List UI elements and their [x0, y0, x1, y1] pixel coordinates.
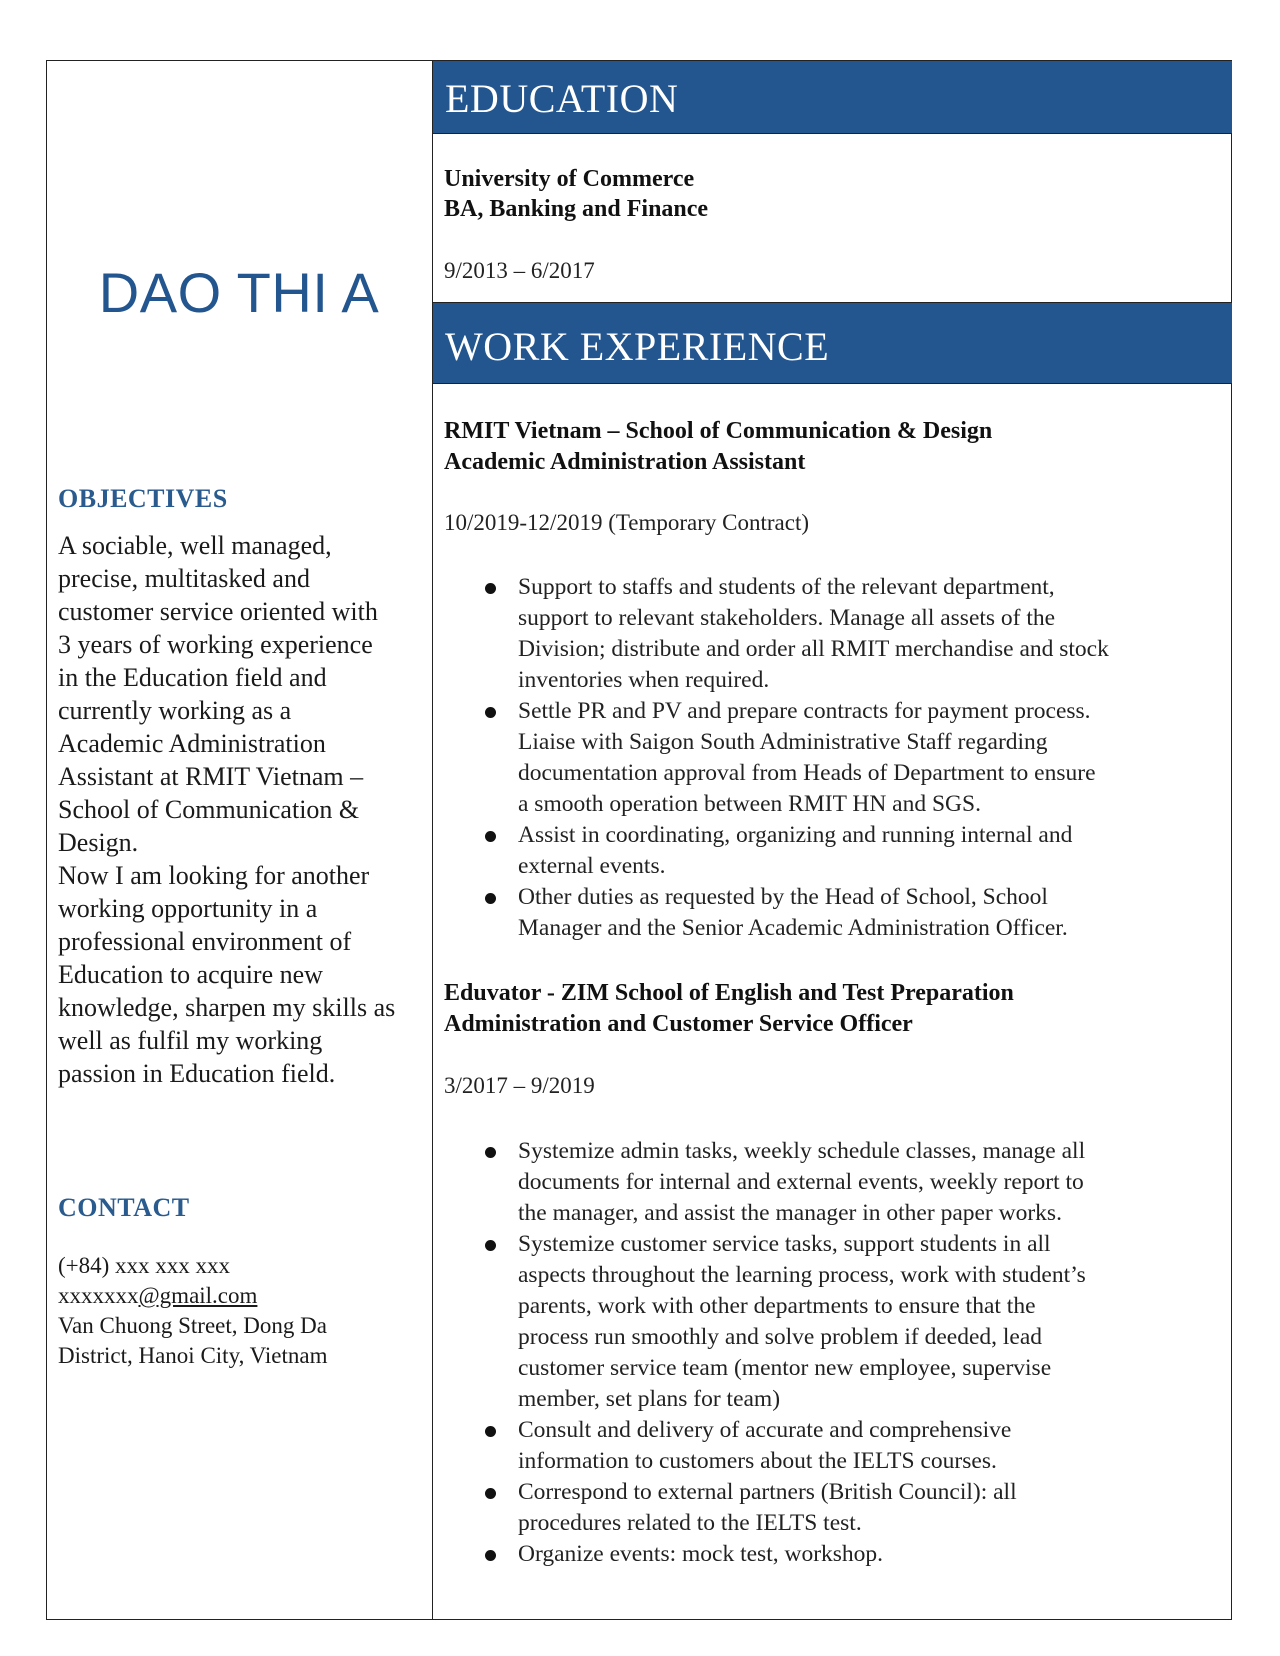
email-domain-link[interactable]: @gmail.com [138, 1283, 258, 1308]
duty-line: Other duties as requested by the Head of School, School [518, 884, 1048, 910]
column-divider [432, 60, 433, 1620]
job-duties-list [444, 1136, 1214, 1570]
bullet-icon [485, 831, 496, 842]
bullet-icon [485, 1550, 496, 1561]
duty-item [444, 820, 1214, 882]
duty-line: Systemize customer service tasks, support students in all [518, 1231, 1051, 1257]
bullet-icon [485, 707, 496, 718]
objectives-line: Education to acquire new [58, 960, 323, 989]
duty-line: process run smoothly and solve problem if deeded, lead [518, 1324, 1043, 1350]
duty-line: a smooth operation between RMIT HN and SGS. [518, 791, 981, 817]
education-school: University of Commerce [444, 166, 695, 192]
duty-line: procedures related to the IELTS test. [518, 1510, 862, 1536]
duty-line: the manager, and assist the manager in other paper works. [518, 1200, 1062, 1226]
duty-item [444, 572, 1214, 696]
objectives-heading: OBJECTIVES [58, 484, 228, 513]
bullet-icon [485, 583, 496, 594]
job-dates: 10/2019-12/2019 (Temporary Contract) [444, 510, 810, 535]
duty-item [444, 1477, 1214, 1539]
duty-item [444, 1415, 1214, 1477]
bullet-icon [485, 1240, 496, 1251]
job-dates: 3/2017 – 9/2019 [444, 1073, 595, 1098]
duty-line: support to relevant stakeholders. Manage all assets of the [518, 605, 1056, 631]
bullet-icon [485, 1147, 496, 1158]
duty-line: member, set plans for team) [518, 1386, 781, 1412]
duty-item [444, 882, 1214, 944]
job-employer: RMIT Vietnam – School of Communication & Design [444, 418, 993, 444]
objectives-line: precise, multitasked and [58, 564, 310, 593]
duty-line: Liaise with Saigon South Administrative Staff regarding [518, 729, 1048, 755]
objectives-line: knowledge, sharpen my skills as [58, 993, 396, 1022]
duty-item [444, 1229, 1214, 1415]
contact-address-line: Van Chuong Street, Dong Da [58, 1313, 327, 1338]
objectives-line: Now I am looking for another [58, 861, 370, 890]
duty-line: Division; distribute and order all RMIT merchandise and stock [518, 636, 1109, 662]
objectives-line: customer service oriented with [58, 597, 378, 626]
contact-address-line: District, Hanoi City, Vietnam [58, 1343, 328, 1368]
duty-line: Systemize admin tasks, weekly schedule classes, manage all [518, 1138, 1086, 1164]
job-title: Academic Administration Assistant [444, 449, 806, 475]
bullet-icon [485, 893, 496, 904]
education-header-band [433, 60, 1232, 134]
duty-line: customer service team (mentor new employee, supervise [518, 1355, 1052, 1381]
objectives-line: 3 years of working experience [58, 630, 373, 659]
objectives-text [58, 529, 423, 1090]
duty-item [444, 696, 1214, 820]
duty-line: inventories when required. [518, 667, 770, 693]
candidate-name: DAO THI A [98, 261, 380, 324]
objectives-line: Academic Administration [58, 729, 326, 758]
duty-line: Correspond to external partners (British Council): all [518, 1479, 1017, 1505]
duty-line: Organize events: mock test, workshop. [518, 1541, 884, 1567]
work-heading: WORK EXPERIENCE [445, 324, 830, 369]
objectives-line: currently working as a [58, 696, 292, 725]
education-dates: 9/2013 – 6/2017 [444, 258, 595, 283]
job-duties-list [444, 572, 1214, 944]
duty-line: Assist in coordinating, organizing and running internal and [518, 822, 1073, 848]
email-local-part[interactable]: xxxxxxx [58, 1283, 139, 1308]
duty-line: Support to staffs and students of the relevant department, [518, 574, 1055, 600]
duty-line: parents, work with other departments to ensure that the [518, 1293, 1036, 1319]
contact-phone: (+84) xxx xxx xxx [58, 1253, 231, 1278]
duty-line: Consult and delivery of accurate and comprehensive [518, 1417, 1012, 1443]
duty-item [444, 1539, 1214, 1570]
duty-line: Manager and the Senior Academic Administration Officer. [518, 915, 1068, 941]
objectives-line: passion in Education field. [58, 1059, 336, 1088]
work-header-band [433, 302, 1232, 384]
duty-line: information to customers about the IELTS courses. [518, 1448, 997, 1474]
duty-item [444, 1136, 1214, 1229]
objectives-line: in the Education field and [58, 663, 327, 692]
bullet-icon [485, 1426, 496, 1437]
objectives-line: well as fulfil my working [58, 1026, 323, 1055]
contact-heading: CONTACT [58, 1193, 190, 1222]
duty-line: external events. [518, 853, 666, 879]
job-employer: Eduvator - ZIM School of English and Test Preparation [444, 980, 1014, 1006]
objectives-line: Assistant at RMIT Vietnam – [58, 762, 364, 791]
duty-line: documents for internal and external events, weekly report to [518, 1169, 1084, 1195]
bullet-icon [485, 1488, 496, 1499]
objectives-line: School of Communication & [58, 795, 360, 824]
objectives-line: A sociable, well managed, [58, 531, 332, 560]
education-degree: BA, Banking and Finance [444, 196, 709, 222]
contact-block [58, 1251, 423, 1371]
education-heading: EDUCATION [445, 76, 679, 121]
objectives-line: Design. [58, 828, 139, 857]
contact-email[interactable] [58, 1281, 423, 1311]
job-title: Administration and Customer Service Officer [444, 1011, 913, 1037]
duty-line: documentation approval from Heads of Department to ensure [518, 760, 1096, 786]
duty-line: aspects throughout the learning process, work with student’s [518, 1262, 1086, 1288]
objectives-line: professional environment of [58, 927, 352, 956]
objectives-line: working opportunity in a [58, 894, 318, 923]
duty-line: Settle PR and PV and prepare contracts for payment process. [518, 698, 1091, 724]
